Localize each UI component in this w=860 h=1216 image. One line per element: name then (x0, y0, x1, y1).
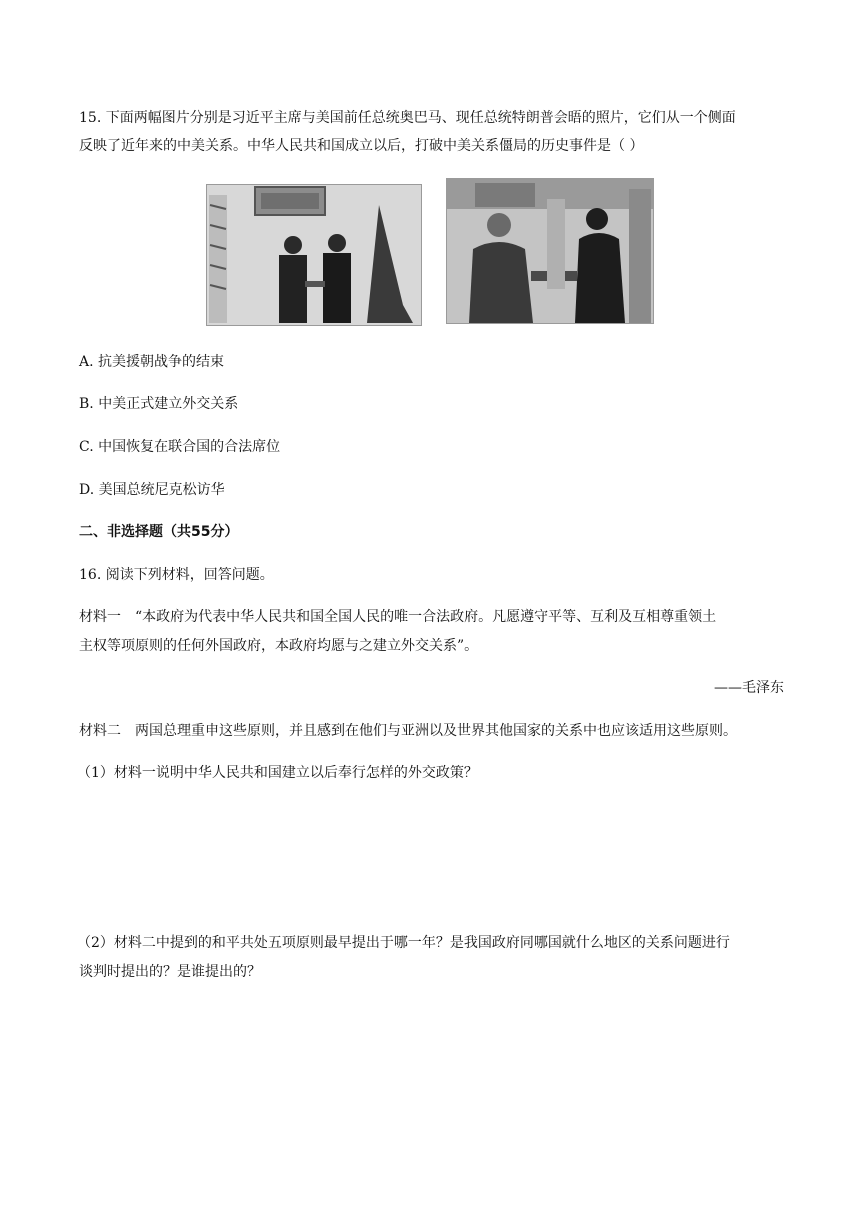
photo-trump-meeting (446, 178, 654, 324)
photo-obama-meeting (206, 184, 422, 326)
question-16-sub1: （1）材料一说明中华人民共和国建立以后奉行怎样的外交政策？ (77, 765, 478, 781)
material-1-line1: 材料一 “本政府为代表中华人民共和国全国人民的唯一合法政府。凡愿遵守平等、互利及互相尊重领土 (79, 609, 717, 625)
section-2-title: 二、非选择题（共55分） (79, 524, 239, 540)
option-c: C. 中国恢复在联合国的合法席位 (79, 439, 281, 455)
question-15-stem-line1: 15. 下面两幅图片分别是习近平主席与美国前任总统奥巴马、现任总统特朗普会晤的照片，它们从一个侧面 (79, 110, 736, 126)
question-15-stem-line2: 反映了近年来的中美关系。中华人民共和国成立以后，打破中美关系僵局的历史事件是（ ） (79, 138, 644, 154)
photo-obama-meeting-image (207, 185, 421, 325)
material-1-source: ——毛泽东 (714, 680, 784, 696)
photo-trump-meeting-image (447, 179, 653, 323)
question-16-sub2-line1: （2）材料二中提到的和平共处五项原则最早提出于哪一年？是我国政府同哪国就什么地区的关系问题进行 (77, 935, 730, 951)
material-1-line2: 主权等项原则的任何外国政府，本政府均愿与之建立外交关系”。 (79, 638, 479, 654)
option-a: A. 抗美援朝战争的结束 (79, 354, 225, 370)
question-16-sub2-line2: 谈判时提出的？是谁提出的？ (79, 964, 261, 980)
question-16-intro: 16. 阅读下列材料，回答问题。 (79, 567, 274, 583)
option-b: B. 中美正式建立外交关系 (79, 396, 239, 412)
option-d: D. 美国总统尼克松访华 (79, 482, 225, 498)
material-2: 材料二 两国总理重申这些原则，并且感到在他们与亚洲以及世界其他国家的关系中也应该适用这些原则。 (79, 723, 737, 739)
